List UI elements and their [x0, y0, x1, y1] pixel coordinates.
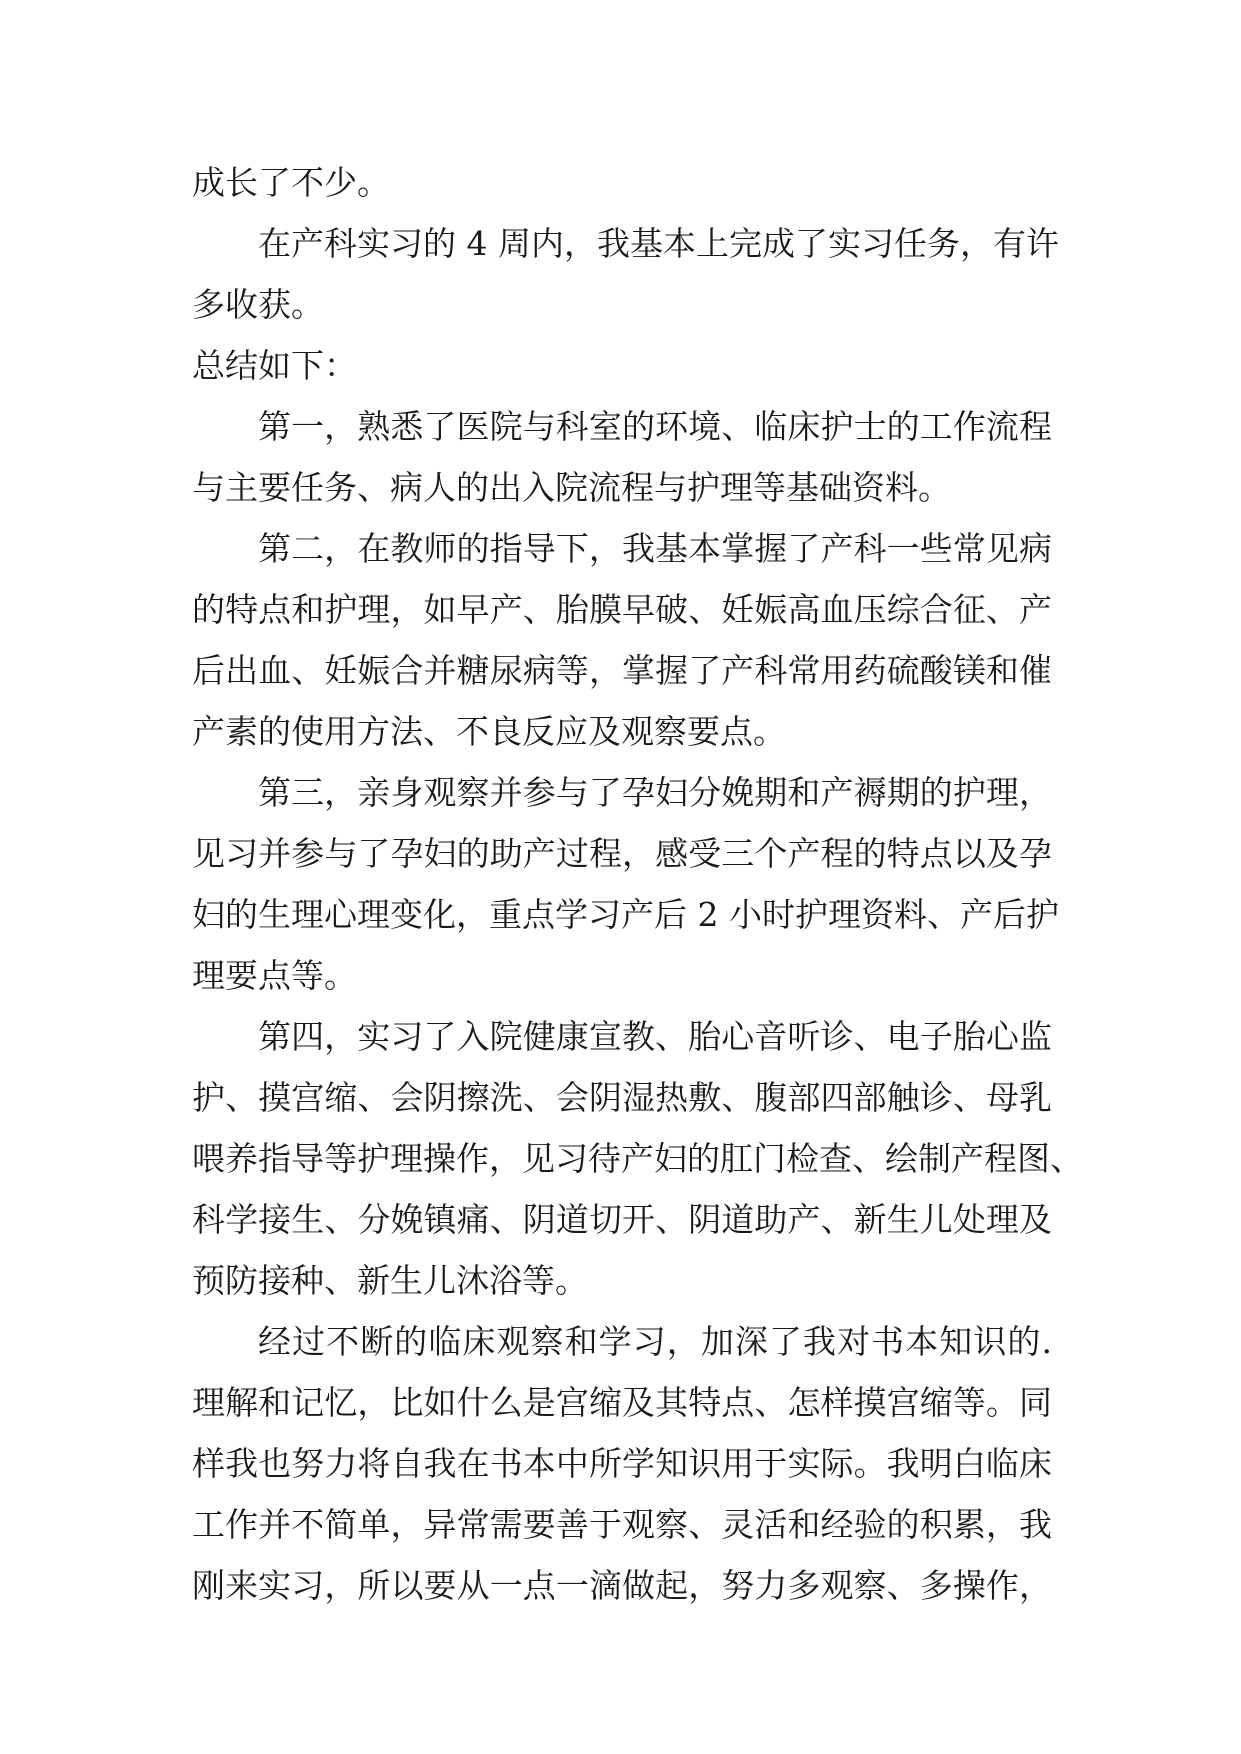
- document-body: [192, 152, 1083, 1616]
- text-line: 样我也努力将自我在书本中所学知识用于实际。我明白临床: [192, 1444, 1052, 1483]
- text-line: 见习并参与了孕妇的助产过程，感受三个产程的特点以及孕: [192, 834, 1052, 873]
- text-line: 工作并不简单，异常需要善于观察、灵活和经验的积累，我: [192, 1505, 1052, 1544]
- text-line: 经过不断的临床观察和学习，加深了我对书本知识的.: [258, 1322, 1052, 1361]
- text-line: 后出血、妊娠合并糖尿病等，掌握了产科常用药硫酸镁和催: [192, 651, 1052, 690]
- text-line: 第三，亲身观察并参与了孕妇分娩期和产褥期的护理，: [258, 773, 1052, 812]
- text-line: 第二，在教师的指导下，我基本掌握了产科一些常见病: [258, 529, 1052, 568]
- text-line: 总结如下：: [192, 346, 357, 385]
- text-line: 喂养指导等护理操作，见习待产妇的肛门检查、绘制产程图、: [192, 1139, 1083, 1178]
- text-line: 科学接生、分娩镇痛、阴道切开、阴道助产、新生儿处理及: [192, 1200, 1052, 1239]
- text-line: 在产科实习的 4 周内，我基本上完成了实习任务，有许: [258, 224, 1059, 263]
- text-line: 产素的使用方法、不良反应及观察要点。: [192, 712, 786, 751]
- text-line: 与主要任务、病人的出入院流程与护理等基础资料。: [192, 468, 951, 507]
- text-line: 预防接种、新生儿沐浴等。: [192, 1261, 588, 1300]
- text-line: 理要点等。: [192, 956, 357, 995]
- text-line: 刚来实习，所以要从一点一滴做起，努力多观察、多操作，: [192, 1566, 1052, 1605]
- text-line: 的特点和护理，如早产、胎膜早破、妊娠高血压综合征、产: [192, 590, 1052, 629]
- text-line: 成长了不少。: [192, 163, 390, 202]
- text-line: 第四，实习了入院健康宣教、胎心音听诊、电子胎心监: [258, 1017, 1052, 1056]
- text-line: 妇的生理心理变化，重点学习产后 2 小时护理资料、产后护: [192, 895, 1059, 934]
- text-line: 第一，熟悉了医院与科室的环境、临床护士的工作流程: [258, 407, 1052, 446]
- text-line: 护、摸宫缩、会阴擦洗、会阴湿热敷、腹部四部触诊、母乳: [192, 1078, 1052, 1117]
- text-line: 多收获。: [192, 285, 324, 324]
- text-line: 理解和记忆，比如什么是宫缩及其特点、怎样摸宫缩等。同: [192, 1383, 1052, 1422]
